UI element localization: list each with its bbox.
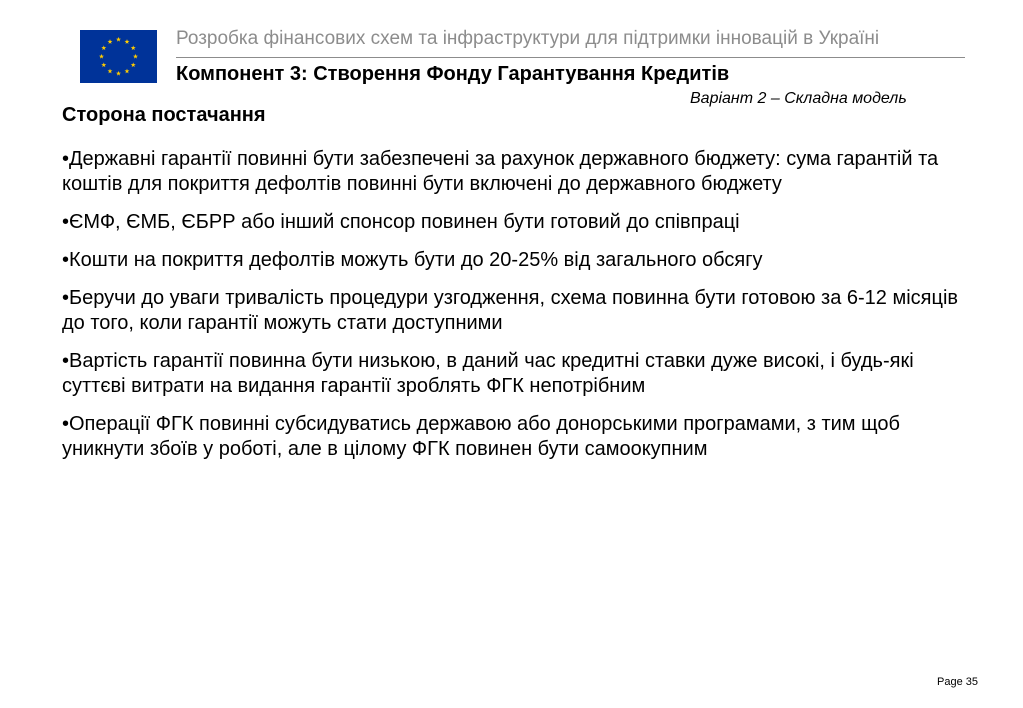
bullet-item-2: •ЄМФ, ЄМБ, ЄБРР або інший спонсор повинен бути готовий до співпраці [62, 211, 740, 233]
header-divider [176, 57, 965, 58]
bullet-item-6: •Операції ФГК повинні субсидуватись державою або донорськими програмами, з тим щоб уникнути збоїв у роботі, але в цілому ФГК повинен бути самоокупним [62, 413, 900, 460]
eu-flag-icon [80, 30, 157, 83]
bullet-item-3: •Кошти на покриття дефолтів можуть бути до 20-25% від загального обсягу [62, 249, 763, 271]
bullet-item-4: •Беручи до уваги тривалість процедури узгодження, схема повинна бути готовою за 6-12 місяців до того, коли гарантії можуть стати доступними [62, 287, 959, 334]
variant-note: Варіант 2 – Складна модель [690, 90, 907, 107]
section-heading: Сторона постачання [62, 104, 266, 126]
header-subtitle: Розробка фінансових схем та інфраструктури для підтримки інновацій в Україні [176, 28, 880, 49]
bullet-item-5: •Вартість гарантії повинна бути низькою, в даний час кредитні ставки дуже високі, і будь-які суттєві витрати на видання гарантії зроблять ФГК непотрібним [62, 350, 914, 397]
bullet-item-1: •Державні гарантії повинні бути забезпечені за рахунок державного бюджету: сума гарантій та коштів для покриття дефолтів повинні бути включені до державного бюджету [62, 148, 939, 195]
page-title: Компонент 3: Створення Фонду Гарантування Кредитів [176, 63, 730, 85]
page-number: Page 35 [937, 676, 978, 688]
bullet-list [62, 147, 977, 475]
